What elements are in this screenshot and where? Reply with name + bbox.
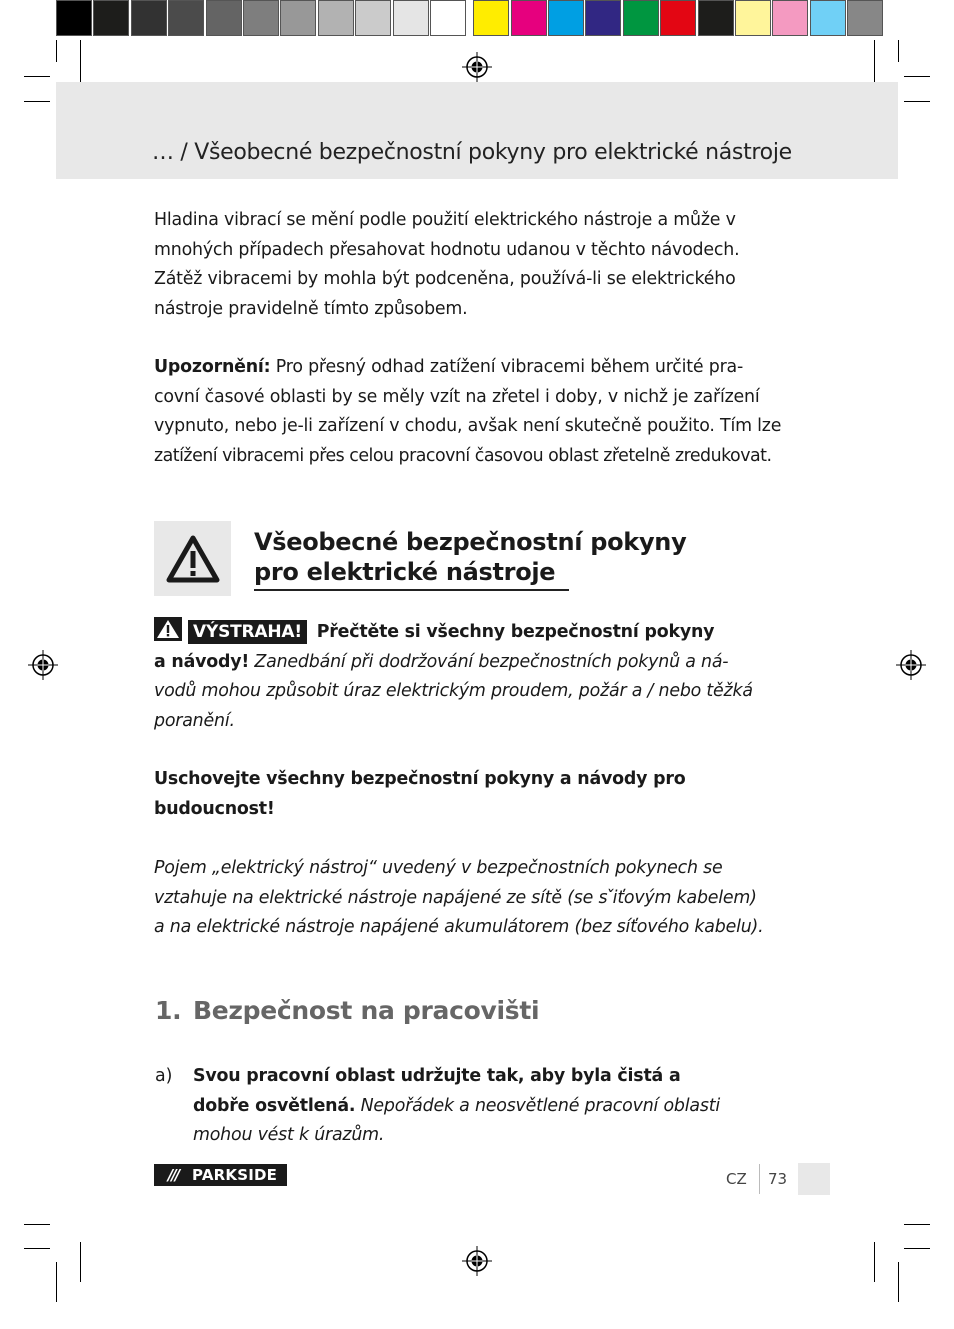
heading-text: Bezpečnost na pracovišti: [193, 996, 540, 1025]
color-swatch: [430, 0, 466, 36]
color-swatch: [206, 0, 242, 36]
color-swatch: [511, 0, 547, 36]
heading-number: 1.: [155, 996, 182, 1025]
crop-mark: [24, 1224, 50, 1225]
list-marker: a): [155, 1066, 173, 1086]
crop-mark: [904, 1248, 930, 1249]
color-swatch: [280, 0, 316, 36]
term-paragraph: [154, 854, 814, 943]
text-line: covní časové oblasti by se měly vzít na zřetel i doby, v nichž je zařízení: [154, 386, 760, 407]
warning-triangle-icon: [166, 535, 220, 583]
crop-mark: [898, 1262, 899, 1302]
note-paragraph: [154, 353, 814, 471]
color-swatch: [735, 0, 771, 36]
color-swatch: [355, 0, 391, 36]
text-bold: dobře osvětlená.: [193, 1095, 356, 1116]
logo-slashes: ///: [167, 1166, 179, 1184]
language-code: CZ: [726, 1170, 747, 1188]
text-line: Pojem „elektrický nástroj“ uvedený v bezpečnostních pokynech se: [154, 858, 723, 878]
color-swatch: [548, 0, 584, 36]
color-swatch: [56, 0, 92, 36]
text-italic: Nepořádek a neosvětlené pracovní oblasti: [355, 1095, 720, 1116]
crop-mark: [24, 101, 50, 102]
text-line: a na elektrické nástroje napájené akumulátorem (bez síťového kabelu).: [154, 917, 764, 937]
text-line: Zátěž vibracemi by mohla být podceněna, používá-li se elektrického: [154, 269, 736, 289]
text-italic: mohou vést k úrazům.: [193, 1125, 385, 1145]
crop-mark: [80, 40, 81, 86]
crop-mark: [874, 1242, 875, 1282]
registration-mark-icon: [462, 1246, 492, 1276]
registration-mark-icon: [896, 650, 926, 680]
page-number: 73: [768, 1170, 788, 1188]
title-underline: [254, 589, 569, 591]
section-title: [254, 527, 686, 587]
text-line: zatížení vibracemi přes celou pracovní časovou oblast zřetelně zredukovat.: [154, 445, 772, 466]
keep-instructions: [154, 765, 814, 824]
footer-divider: [759, 1164, 760, 1194]
crop-mark: [904, 1224, 930, 1225]
text-bold: Svou pracovní oblast udržujte tak, aby byla čistá a: [193, 1066, 681, 1086]
color-swatch: [93, 0, 129, 36]
color-swatch: [473, 0, 509, 36]
crop-mark: [24, 76, 50, 77]
color-swatch: [660, 0, 696, 36]
color-swatch: [168, 0, 204, 36]
crop-mark: [904, 76, 930, 77]
color-calibration-strip: [56, 0, 885, 38]
text-line: nástroje pravidelně tímto způsobem.: [154, 298, 468, 319]
section-title-line: pro elektrické nástroje: [254, 558, 556, 586]
note-label: Upozornění:: [154, 357, 271, 377]
text-line: Uschovejte všechny bezpečnostní pokyny a návody pro: [154, 769, 686, 789]
vibration-paragraph: [154, 206, 814, 324]
parkside-logo: [154, 1164, 287, 1186]
logo-text: PARKSIDE: [192, 1166, 278, 1184]
color-swatch: [698, 0, 734, 36]
crop-mark: [904, 101, 930, 102]
running-title: … / Všeobecné bezpečnostní pokyny pro elektrické nástroje: [152, 140, 792, 165]
text-line: vztahuje na elektrické nástroje napájené ze sítě (se s ̌iťovým kabelem): [154, 887, 757, 908]
heading-workplace-safety: [155, 996, 539, 1025]
text-italic: poranění.: [154, 710, 235, 731]
crop-mark: [24, 1248, 50, 1249]
warning-triangle-icon: [154, 617, 182, 641]
color-swatch: [585, 0, 621, 36]
registration-mark-icon: [28, 650, 58, 680]
section-title-line: Všeobecné bezpečnostní pokyny: [254, 528, 687, 556]
text-bold: a návody!: [154, 651, 250, 672]
color-swatch: [623, 0, 659, 36]
color-swatch: [131, 0, 167, 36]
color-swatch: [318, 0, 354, 36]
text-italic: vodů mohou způsobit úraz elektrickým proudem, požár a / nebo těžká: [154, 681, 753, 701]
color-swatch: [393, 0, 429, 36]
crop-mark: [898, 40, 899, 62]
crop-mark: [56, 40, 57, 62]
text-line: budoucnost!: [154, 798, 275, 819]
registration-mark-icon: [462, 52, 492, 82]
footer-box: [798, 1163, 830, 1195]
crop-mark: [80, 1242, 81, 1282]
color-swatch: [243, 0, 279, 36]
color-swatch: [772, 0, 808, 36]
crop-mark: [874, 40, 875, 86]
text-line: vypnuto, nebo je-li zařízení v chodu, avšak není skutečně použito. Tím lze: [154, 416, 782, 436]
warning-paragraph: [154, 617, 814, 736]
text-italic: Zanedbání při dodržování bezpečnostních pokynů a ná-: [249, 651, 729, 672]
color-swatch: [847, 0, 883, 36]
warning-badge: VÝSTRAHA!: [188, 620, 307, 644]
text-line: Pro přesný odhad zatížení vibracemi během určité pra-: [270, 357, 744, 377]
text-line: mnohých případech přesahovat hodnotu udanou v těchto návodech.: [154, 239, 740, 260]
color-swatch: [810, 0, 846, 36]
list-item: [193, 1062, 813, 1151]
text-line: Hladina vibrací se mění podle použití elektrického nástroje a může v: [154, 210, 736, 230]
crop-mark: [56, 1262, 57, 1302]
text-bold: Přečtěte si všechny bezpečnostní pokyny: [310, 622, 715, 642]
warning-box: [154, 521, 231, 596]
